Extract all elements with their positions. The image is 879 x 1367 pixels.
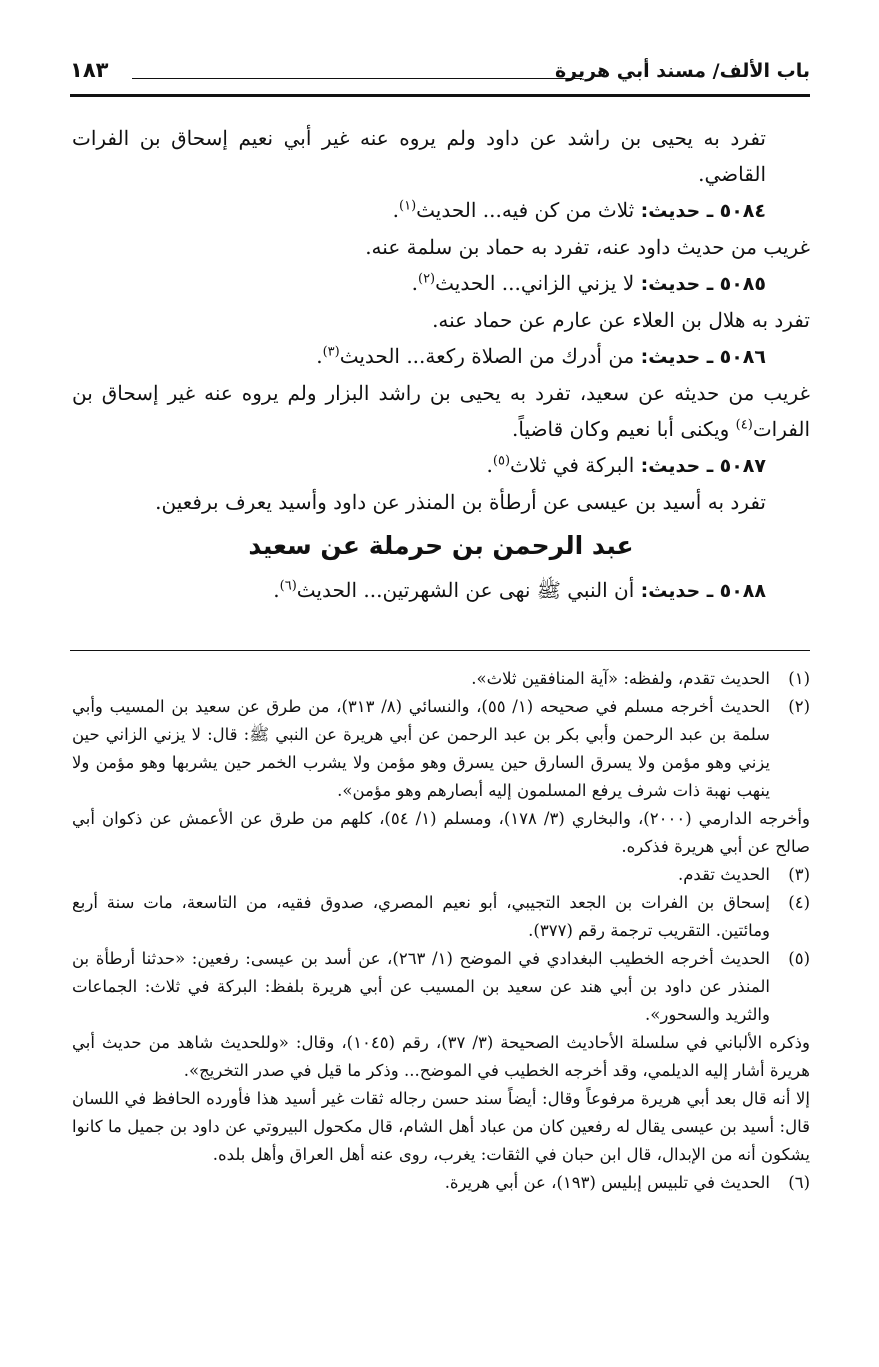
hadith-number: ٥٠٨٤ <box>719 200 766 222</box>
hadith-number: ٥٠٨٨ <box>719 580 766 602</box>
hadith-entry-5084: ٥٠٨٤ ـ حديث: ثلاث من كن فيه... الحديث$^{(١)}$. <box>392 198 766 222</box>
footnote-number: (٥) <box>788 949 810 968</box>
hadith-label: حديث: <box>640 273 701 295</box>
footnote-text: الحديث أخرجه مسلم في صحيحه (١/ ٥٥)، والنسائي (٨/ ٣١٣)، من طرق عن سعيد بن المسيب وأبي سلمة بن عبد الرحمن وأبي بكر بن عبد الرحمن عن أبي هريرة عن النبي ﷺ: قال: لا يزني الزاني حين يزني وهو مؤمن ولا يسرق السارق حين يسرق وهو مؤمن ولا يشرب الخمر حين يشربها وهو مؤمن ولا ينهب نهبة ذات شرف يرفع المسلمون إليه أبصارهم وهو مؤمن». <box>72 697 770 800</box>
footnote-2 <box>72 693 810 805</box>
hadith-number: ٥٠٨٦ <box>719 346 766 368</box>
footnote-text: الحديث تقدم. <box>677 865 770 884</box>
paragraph: تفرد به أسيد بن عيسى عن أرطأة بن المنذر عن داود وأسيد يعرف برفعين. <box>155 490 766 514</box>
footnote-number: (٤) <box>788 893 810 912</box>
footnote-5 <box>72 945 810 1029</box>
footnote-number: (٣) <box>788 865 810 884</box>
hadith-label: حديث: <box>640 580 701 602</box>
paragraph: تفرد به يحيى بن راشد عن داود ولم يروه عنه غير أبي نعيم إسحاق بن الفرات القاضي. <box>72 126 766 186</box>
page-header <box>70 52 810 96</box>
hadith-text: البركة في ثلاث <box>510 453 635 477</box>
paragraph: غريب من حديثه عن سعيد، تفرد به يحيى بن راشد البزار ولم يروه عنه غير إسحاق بن الفرات$^{(٤)}$ ويكنى أبا نعيم وكان قاضياً. <box>72 381 810 441</box>
footnote-ref: (٥) <box>492 453 511 469</box>
hadith-label: حديث: <box>640 200 701 222</box>
running-title: باب الألف/ مسند أبي هريرة <box>554 60 810 82</box>
footnotes <box>72 665 810 1197</box>
footnote-6 <box>72 1169 810 1197</box>
footnote-text: الحديث أخرجه الخطيب البغدادي في الموضح (١/ ٢٦٣)، عن أسد بن عيسى: رفعين: «حدثنا أرطأة بن المنذر عن داود بن أبي هند عن سعيد بن المسيب عن أبي هريرة بلفظ: البركة في ثلاث: الجماعات والثريد والسحور». <box>72 949 770 1024</box>
page-number: ١٨٣ <box>70 58 109 82</box>
footnote-ref: (٢) <box>417 271 436 287</box>
footnote-3 <box>72 861 810 889</box>
footnote-text: الحديث تقدم، ولفظه: «آية المنافقين ثلاث». <box>471 669 770 688</box>
footnote-continuation: وأخرجه الدارمي (٢٠٠٠)، والبخاري (٣/ ١٧٨)، ومسلم (١/ ٥٤)، كلهم من طرق عن الأعمش عن ذكوان أبي صالح عن أبي هريرة فذكره. <box>72 809 810 856</box>
hadith-text: من أدرك من الصلاة ركعة... الحديث <box>339 344 635 368</box>
hadith-number: ٥٠٨٧ <box>719 455 766 477</box>
hadith-entry-5086: ٥٠٨٦ ـ حديث: من أدرك من الصلاة ركعة... الحديث$^{(٣)}$. <box>316 344 766 368</box>
header-dash-line <box>132 78 582 79</box>
footnote-ref: (٤) <box>735 417 753 433</box>
hadith-text: لا يزني الزاني... الحديث <box>435 271 635 295</box>
paragraph: تفرد به هلال بن العلاء عن عارم عن حماد عنه. <box>432 308 810 332</box>
footnote-ref: (٦) <box>279 578 297 594</box>
hadith-entry-5088: ٥٠٨٨ ـ حديث: أن النبي ﷺ نهى عن الشهرتين... الحديث$^{(٦)}$. <box>273 578 766 602</box>
hadith-number: ٥٠٨٥ <box>719 273 766 295</box>
section-heading: عبد الرحمن بن حرملة عن سعيد <box>248 531 634 560</box>
footnote-number: (٢) <box>788 697 810 716</box>
footnote-text: الحديث في تلبيس إبليس (١٩٣)، عن أبي هريرة. <box>444 1173 770 1192</box>
footnote-1 <box>72 665 810 693</box>
main-text <box>72 120 810 609</box>
header-rule <box>70 94 810 97</box>
footnote-ref: (٣) <box>322 344 340 360</box>
hadith-entry-5087: ٥٠٨٧ ـ حديث: البركة في ثلاث$^{(٥)}$. <box>486 453 766 477</box>
hadith-label: حديث: <box>640 455 701 477</box>
footnote-number: (١) <box>788 669 810 688</box>
footnote-separator <box>70 650 810 651</box>
footnote-ref: (١) <box>399 198 417 214</box>
footnote-continuation: وذكره الألباني في سلسلة الأحاديث الصحيحة (٣/ ٣٧)، رقم (١٠٤٥)، وقال: «وللحديث شاهد من حديث أبي هريرة أشار إليه الديلمي، وقد أخرجه الخطيب في الموضح... وذكر ما قيل في صدر التخريج». <box>72 1033 810 1080</box>
footnote-number: (٦) <box>788 1173 810 1192</box>
hadith-entry-5085: ٥٠٨٥ ـ حديث: لا يزني الزاني... الحديث$^{(٢)}$. <box>411 271 766 295</box>
footnote-text: إسحاق بن الفرات بن الجعد التجيبي، أبو نعيم المصري، صدوق فقيه، من التاسعة، مات سنة أربع ومائتين. التقريب ترجمة رقم (٣٧٧). <box>72 893 770 940</box>
hadith-text: أن النبي ﷺ نهى عن الشهرتين... الحديث <box>296 578 635 602</box>
footnote-4 <box>72 889 810 945</box>
hadith-text: ثلاث من كن فيه... الحديث <box>416 198 635 222</box>
hadith-label: حديث: <box>640 346 701 368</box>
paragraph: غريب من حديث داود عنه، تفرد به حماد بن سلمة عنه. <box>365 235 810 259</box>
footnote-continuation: إلا أنه قال بعد أبي هريرة مرفوعاً وقال: أيضاً سند حسن رجاله ثقات غير أسيد هذا فأورده الحافظ في اللسان قال: أسيد بن عيسى يقال له رفعين كان من عباد أهل الشام، قال مكحول البيروتي عن داود بن جميل ما كانوا يشكون أنه من الإبدال، قال ابن حبان في الثقات: يغرب، روى عنه أهل العراق وأهل بلده. <box>72 1089 810 1164</box>
